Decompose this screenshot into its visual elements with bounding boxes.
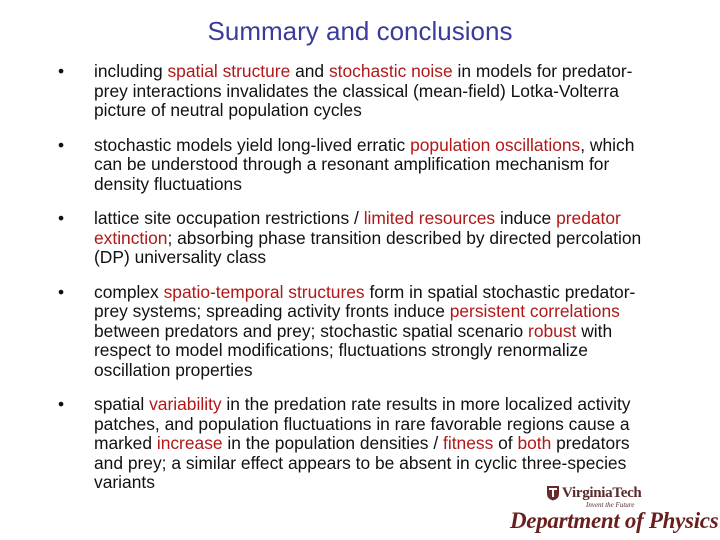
highlighted-term: increase — [156, 433, 223, 453]
slide-title: Summary and conclusions — [207, 16, 513, 46]
bullet-list — [58, 62, 658, 508]
bullet-text: in the predation rate results in more localized activity patches, and population fluctuations in rare favorable regions cause a marked — [94, 394, 631, 453]
highlighted-term: both — [517, 433, 552, 453]
department-logo — [510, 508, 720, 540]
bullet-marker: • — [58, 281, 65, 302]
virginia-tech-logo — [546, 485, 706, 509]
bullet-item — [58, 136, 658, 195]
bullet-text: complex — [94, 281, 164, 302]
bullet-item — [58, 283, 658, 381]
bullet-text: in models for predator-prey interactions invalidates the classical (mean-field) Lotka-Volterra picture of neutral population cycles — [94, 61, 633, 120]
bullet-text: predators and prey; a similar effect appears to be absent in cyclic three-species variants — [94, 433, 630, 492]
bullet-text: induce — [495, 208, 557, 228]
bullet-marker: • — [58, 208, 65, 228]
bullet-item — [58, 395, 658, 493]
bullet-text: stochastic models yield long-lived erratic — [94, 134, 411, 155]
department-name: Department of Physics — [510, 508, 719, 533]
highlighted-term: variability — [149, 394, 222, 414]
highlighted-term: spatio-temporal structures — [163, 281, 365, 302]
bullet-text: spatial — [94, 394, 150, 414]
highlighted-term: predator extinction — [94, 208, 621, 248]
bullet-text: in the population densities / — [222, 433, 443, 453]
highlighted-term: spatial structure — [167, 61, 291, 81]
bullet-text: lattice site occupation restrictions / — [94, 208, 364, 228]
bullet-item — [58, 62, 658, 121]
bullet-text: with respect to model modifications; fluctuations strongly renormalize oscillation properties — [94, 320, 613, 380]
bullet-marker: • — [58, 134, 65, 155]
bullet-text: , which can be understood through a resonant amplification mechanism for density fluctuations — [94, 134, 635, 194]
highlighted-term: stochastic noise — [328, 61, 453, 81]
bullet-text: including — [94, 61, 168, 81]
highlighted-term: fitness — [443, 433, 494, 453]
highlighted-term: population oscillations — [410, 134, 581, 155]
bullet-text: between predators and prey; stochastic spatial scenario — [94, 320, 529, 341]
bullet-item — [58, 209, 658, 268]
highlighted-term: limited resources — [363, 208, 496, 228]
university-seal-icon — [546, 485, 560, 501]
bullet-text: of — [493, 433, 518, 453]
university-name: VirginiaTech — [562, 485, 642, 501]
university-tagline: Invent the Future — [586, 501, 635, 509]
bullet-text: form in spatial stochastic predator-prey systems; spreading activity fronts induce — [94, 281, 636, 321]
highlighted-term: robust — [528, 320, 577, 341]
bullet-text: and — [290, 61, 329, 81]
bullet-text: ; absorbing phase transition described by directed percolation (DP) universality class — [94, 227, 642, 267]
bullet-marker: • — [58, 61, 65, 81]
bullet-marker: • — [58, 394, 65, 414]
highlighted-term: persistent correlations — [449, 301, 620, 321]
